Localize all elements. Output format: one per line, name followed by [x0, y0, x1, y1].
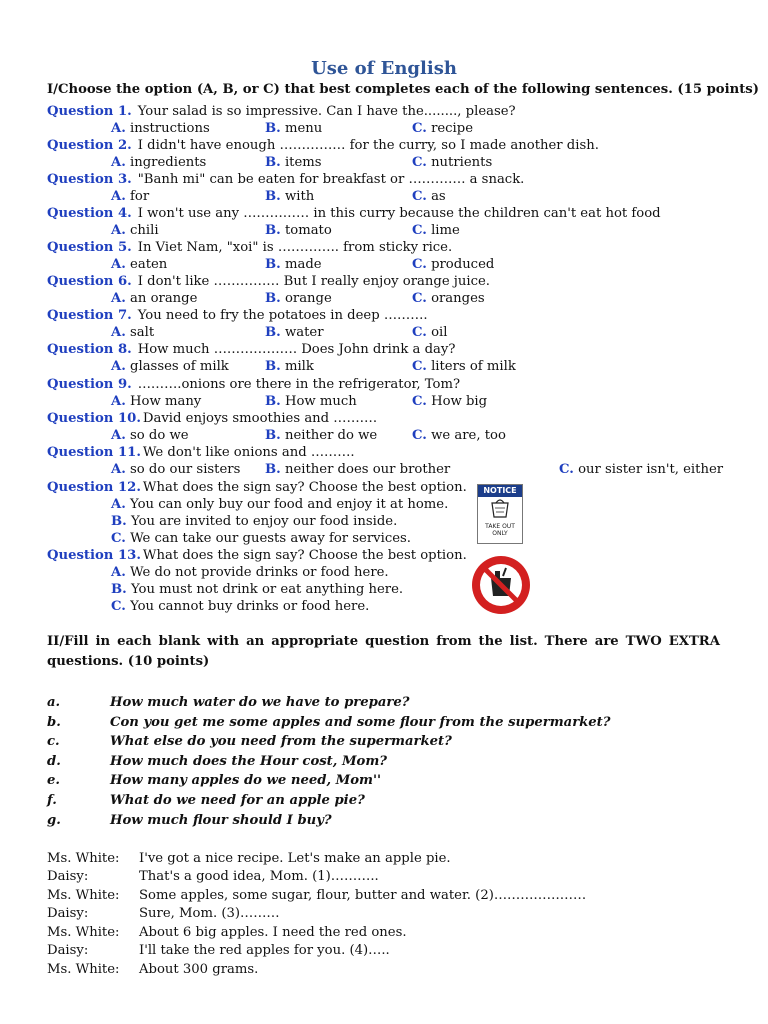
- option-letter: B.: [265, 291, 281, 306]
- question-label: Question 10.: [47, 411, 141, 426]
- option-letter: A.: [111, 394, 126, 409]
- option-letter: C.: [412, 223, 427, 238]
- question-text: What does the sign say? Choose the best option.: [142, 480, 467, 495]
- option-letter: C.: [412, 121, 427, 136]
- option-c: [412, 222, 460, 239]
- question-1: [47, 103, 516, 120]
- dialogue-text: Sure, Mom. (3)………: [139, 906, 280, 921]
- list-text: How much flour should I buy?: [110, 813, 332, 828]
- option-a: [111, 222, 159, 239]
- option-b: [265, 120, 322, 137]
- option-letter: A.: [111, 325, 126, 340]
- dialogue-line: [47, 868, 379, 886]
- question-label: Question 1.: [47, 104, 132, 119]
- option-letter: B.: [265, 325, 281, 340]
- list-item: [47, 713, 611, 732]
- list-item: [47, 752, 387, 771]
- option-text: How big: [431, 394, 488, 409]
- list-key: e.: [47, 773, 60, 788]
- list-text: How much does the Hour cost, Mom?: [110, 754, 388, 769]
- option-c: [111, 530, 411, 547]
- dialogue-line: [47, 850, 451, 868]
- option-text: recipe: [431, 121, 474, 136]
- option-letter: B.: [111, 514, 127, 529]
- option-text: You can only buy our food and enjoy it at home.: [130, 497, 449, 512]
- question-text: I won't use any …………… in this curry because the children can't eat hot food: [137, 206, 661, 221]
- dialogue-line: [47, 887, 586, 905]
- option-text: so do our sisters: [130, 462, 241, 477]
- question-3: [47, 171, 524, 188]
- option-a: [111, 393, 201, 410]
- list-key: g.: [47, 813, 61, 828]
- dialogue-line: [47, 905, 280, 923]
- option-c: [412, 393, 487, 410]
- dialogue-text: I'll take the red apples for you. (4)…..: [139, 943, 390, 958]
- question-13: [47, 547, 467, 564]
- question-text: Your salad is so impressive. Can I have the........, please?: [137, 104, 516, 119]
- list-text: How many apples do we need, Mom'': [110, 773, 382, 788]
- option-c: [412, 120, 473, 137]
- option-b: [265, 290, 332, 307]
- option-text: milk: [284, 359, 314, 374]
- option-letter: C.: [559, 462, 574, 477]
- option-text: You must not drink or eat anything here.: [130, 582, 404, 597]
- list-item: [47, 771, 381, 790]
- option-text: salt: [130, 325, 155, 340]
- option-letter: C.: [412, 155, 427, 170]
- option-b: [111, 513, 397, 530]
- question-label: Question 12.: [47, 480, 141, 495]
- take-out-notice-sign: [477, 484, 523, 544]
- option-a: [111, 290, 197, 307]
- question-text: We don't like onions and ……….: [142, 445, 355, 460]
- list-text: How much water do we have to prepare?: [110, 695, 410, 710]
- dialogue-line: [47, 924, 407, 942]
- option-b: [111, 581, 403, 598]
- speaker: Ms. White:: [47, 851, 120, 866]
- option-letter: A.: [111, 155, 126, 170]
- option-letter: C.: [111, 531, 126, 546]
- question-label: Question 13.: [47, 548, 141, 563]
- option-text: for: [130, 189, 150, 204]
- option-letter: B.: [265, 189, 281, 204]
- option-text: oil: [431, 325, 448, 340]
- list-text: What else do you need from the supermarket?: [110, 734, 452, 749]
- question-2: [47, 137, 599, 154]
- option-text: ingredients: [130, 155, 207, 170]
- speaker: Daisy:: [47, 869, 89, 884]
- option-letter: B.: [111, 582, 127, 597]
- option-letter: C.: [412, 394, 427, 409]
- option-text: tomato: [284, 223, 332, 238]
- option-letter: A.: [111, 121, 126, 136]
- option-text: You cannot buy drinks or food here.: [130, 599, 370, 614]
- option-text: liters of milk: [431, 359, 516, 374]
- question-5: [47, 239, 452, 256]
- option-text: with: [284, 189, 315, 204]
- option-text: produced: [431, 257, 495, 272]
- option-letter: B.: [265, 223, 281, 238]
- question-text: I didn't have enough …………… for the curry, so I made another dish.: [137, 138, 599, 153]
- speaker: Ms. White:: [47, 962, 120, 977]
- question-text: How much ………………. Does John drink a day?: [137, 342, 456, 357]
- list-key: f.: [47, 793, 57, 808]
- dialogue-line: [47, 942, 390, 960]
- question-label: Question 5.: [47, 240, 132, 255]
- option-letter: C.: [412, 325, 427, 340]
- option-c: [412, 188, 446, 205]
- question-text: David enjoys smoothies and ……….: [142, 411, 378, 426]
- question-12: [47, 479, 467, 496]
- dialogue-text: Some apples, some sugar, flour, butter and water. (2)…………………: [139, 888, 587, 903]
- option-text: You are invited to enjoy our food inside.: [130, 514, 398, 529]
- option-a: [111, 188, 149, 205]
- section2-heading: II/Fill in each blank with an appropriate question from the list. There are TWO EXTRA questions. (10 points): [47, 634, 720, 669]
- no-food-drink-icon: [469, 554, 533, 616]
- question-4: [47, 205, 661, 222]
- option-letter: B.: [265, 462, 281, 477]
- option-text: We do not provide drinks or food here.: [130, 565, 389, 580]
- option-text: so do we: [130, 428, 189, 443]
- speaker: Daisy:: [47, 906, 89, 921]
- option-a: [111, 496, 448, 513]
- dialogue-line: [47, 961, 258, 979]
- option-text: neither do we: [284, 428, 378, 443]
- dialogue-text: About 6 big apples. I need the red ones.: [139, 925, 407, 940]
- option-text: How many: [130, 394, 202, 409]
- list-key: b.: [47, 715, 61, 730]
- option-b: [265, 461, 450, 478]
- option-c: [559, 461, 723, 478]
- question-text: ……….onions ore there in the refrigerator, Tom?: [137, 377, 461, 392]
- question-text: You need to fry the potatoes in deep ……….: [137, 308, 428, 323]
- option-letter: A.: [111, 291, 126, 306]
- question-label: Question 9.: [47, 377, 132, 392]
- option-letter: A.: [111, 359, 126, 374]
- option-letter: A.: [111, 223, 126, 238]
- list-item: [47, 693, 409, 712]
- option-text: chili: [130, 223, 159, 238]
- option-b: [265, 222, 332, 239]
- option-text: glasses of milk: [130, 359, 229, 374]
- list-text: What do we need for an apple pie?: [110, 793, 365, 808]
- option-letter: C.: [412, 189, 427, 204]
- option-c: [412, 154, 492, 171]
- option-letter: B.: [265, 155, 281, 170]
- option-text: We can take our guests away for services.: [130, 531, 411, 546]
- option-b: [265, 324, 324, 341]
- question-label: Question 8.: [47, 342, 132, 357]
- option-letter: B.: [265, 394, 281, 409]
- option-a: [111, 324, 154, 341]
- option-text: oranges: [431, 291, 485, 306]
- option-a: [111, 256, 167, 273]
- option-c: [412, 324, 447, 341]
- question-label: Question 7.: [47, 308, 132, 323]
- option-text: as: [431, 189, 446, 204]
- option-b: [265, 256, 322, 273]
- dialogue-text: About 300 grams.: [139, 962, 259, 977]
- question-6: [47, 273, 490, 290]
- option-letter: A.: [111, 428, 126, 443]
- option-b: [265, 427, 377, 444]
- speaker: Ms. White:: [47, 925, 120, 940]
- option-text: water: [284, 325, 324, 340]
- option-c: [412, 256, 494, 273]
- question-8: [47, 341, 455, 358]
- option-letter: A.: [111, 497, 126, 512]
- notice-header: NOTICE: [478, 485, 522, 497]
- speaker: Daisy:: [47, 943, 89, 958]
- option-b: [265, 188, 314, 205]
- question-text: I don't like …………… But I really enjoy orange juice.: [137, 274, 490, 289]
- question-label: Question 6.: [47, 274, 132, 289]
- option-a: [111, 564, 389, 581]
- option-letter: B.: [265, 359, 281, 374]
- option-c: [412, 427, 506, 444]
- option-letter: A.: [111, 257, 126, 272]
- option-a: [111, 461, 240, 478]
- list-item: [47, 811, 332, 830]
- question-9: [47, 376, 460, 393]
- option-b: [265, 393, 357, 410]
- list-item: [47, 791, 365, 810]
- option-a: [111, 427, 189, 444]
- list-key: c.: [47, 734, 60, 749]
- no-food-drink-sign: [469, 554, 533, 616]
- option-letter: A.: [111, 462, 126, 477]
- question-label: Question 4.: [47, 206, 132, 221]
- dialogue-text: I've got a nice recipe. Let's make an apple pie.: [139, 851, 451, 866]
- option-letter: B.: [265, 257, 281, 272]
- list-key: d.: [47, 754, 61, 769]
- question-label: Question 2.: [47, 138, 132, 153]
- option-b: [265, 358, 314, 375]
- option-text: made: [284, 257, 322, 272]
- question-label: Question 11.: [47, 445, 141, 460]
- list-text: Con you get me some apples and some flour from the supermarket?: [110, 715, 611, 730]
- option-letter: A.: [111, 189, 126, 204]
- option-text: nutrients: [431, 155, 493, 170]
- question-11: [47, 444, 355, 461]
- notice-line1: TAKE OUT: [485, 523, 515, 530]
- page-title: Use of English: [311, 58, 457, 79]
- option-text: eaten: [130, 257, 168, 272]
- list-key: a.: [47, 695, 61, 710]
- question-7: [47, 307, 428, 324]
- option-a: [111, 154, 206, 171]
- section1-heading: I/Choose the option (A, B, or C) that best completes each of the following sentences. (15 points): [47, 82, 759, 97]
- question-text: In Viet Nam, "xoi" is ………….. from sticky rice.: [137, 240, 453, 255]
- option-text: items: [284, 155, 322, 170]
- notice-line2: ONLY: [492, 530, 508, 537]
- option-letter: C.: [412, 257, 427, 272]
- option-letter: B.: [265, 121, 281, 136]
- option-letter: C.: [412, 291, 427, 306]
- question-text: What does the sign say? Choose the best option.: [142, 548, 467, 563]
- option-c: [111, 598, 369, 615]
- speaker: Ms. White:: [47, 888, 120, 903]
- option-letter: C.: [412, 428, 427, 443]
- option-text: orange: [284, 291, 332, 306]
- option-letter: B.: [265, 428, 281, 443]
- option-text: How much: [284, 394, 357, 409]
- dialogue-text: That's a good idea, Mom. (1)………..: [139, 869, 379, 884]
- option-letter: C.: [111, 599, 126, 614]
- option-text: lime: [431, 223, 460, 238]
- option-text: instructions: [130, 121, 210, 136]
- option-a: [111, 358, 229, 375]
- takeout-box-icon: [478, 497, 522, 519]
- option-b: [265, 154, 322, 171]
- question-10: [47, 410, 377, 427]
- option-text: an orange: [130, 291, 198, 306]
- option-text: neither does our brother: [284, 462, 451, 477]
- option-c: [412, 358, 516, 375]
- option-text: we are, too: [431, 428, 506, 443]
- question-label: Question 3.: [47, 172, 132, 187]
- option-text: menu: [284, 121, 323, 136]
- option-letter: C.: [412, 359, 427, 374]
- list-item: [47, 732, 452, 751]
- option-c: [412, 290, 485, 307]
- option-a: [111, 120, 210, 137]
- question-text: "Banh mi" can be eaten for breakfast or …………. a snack.: [137, 172, 525, 187]
- option-letter: A.: [111, 565, 126, 580]
- option-text: our sister isn't, either: [578, 462, 724, 477]
